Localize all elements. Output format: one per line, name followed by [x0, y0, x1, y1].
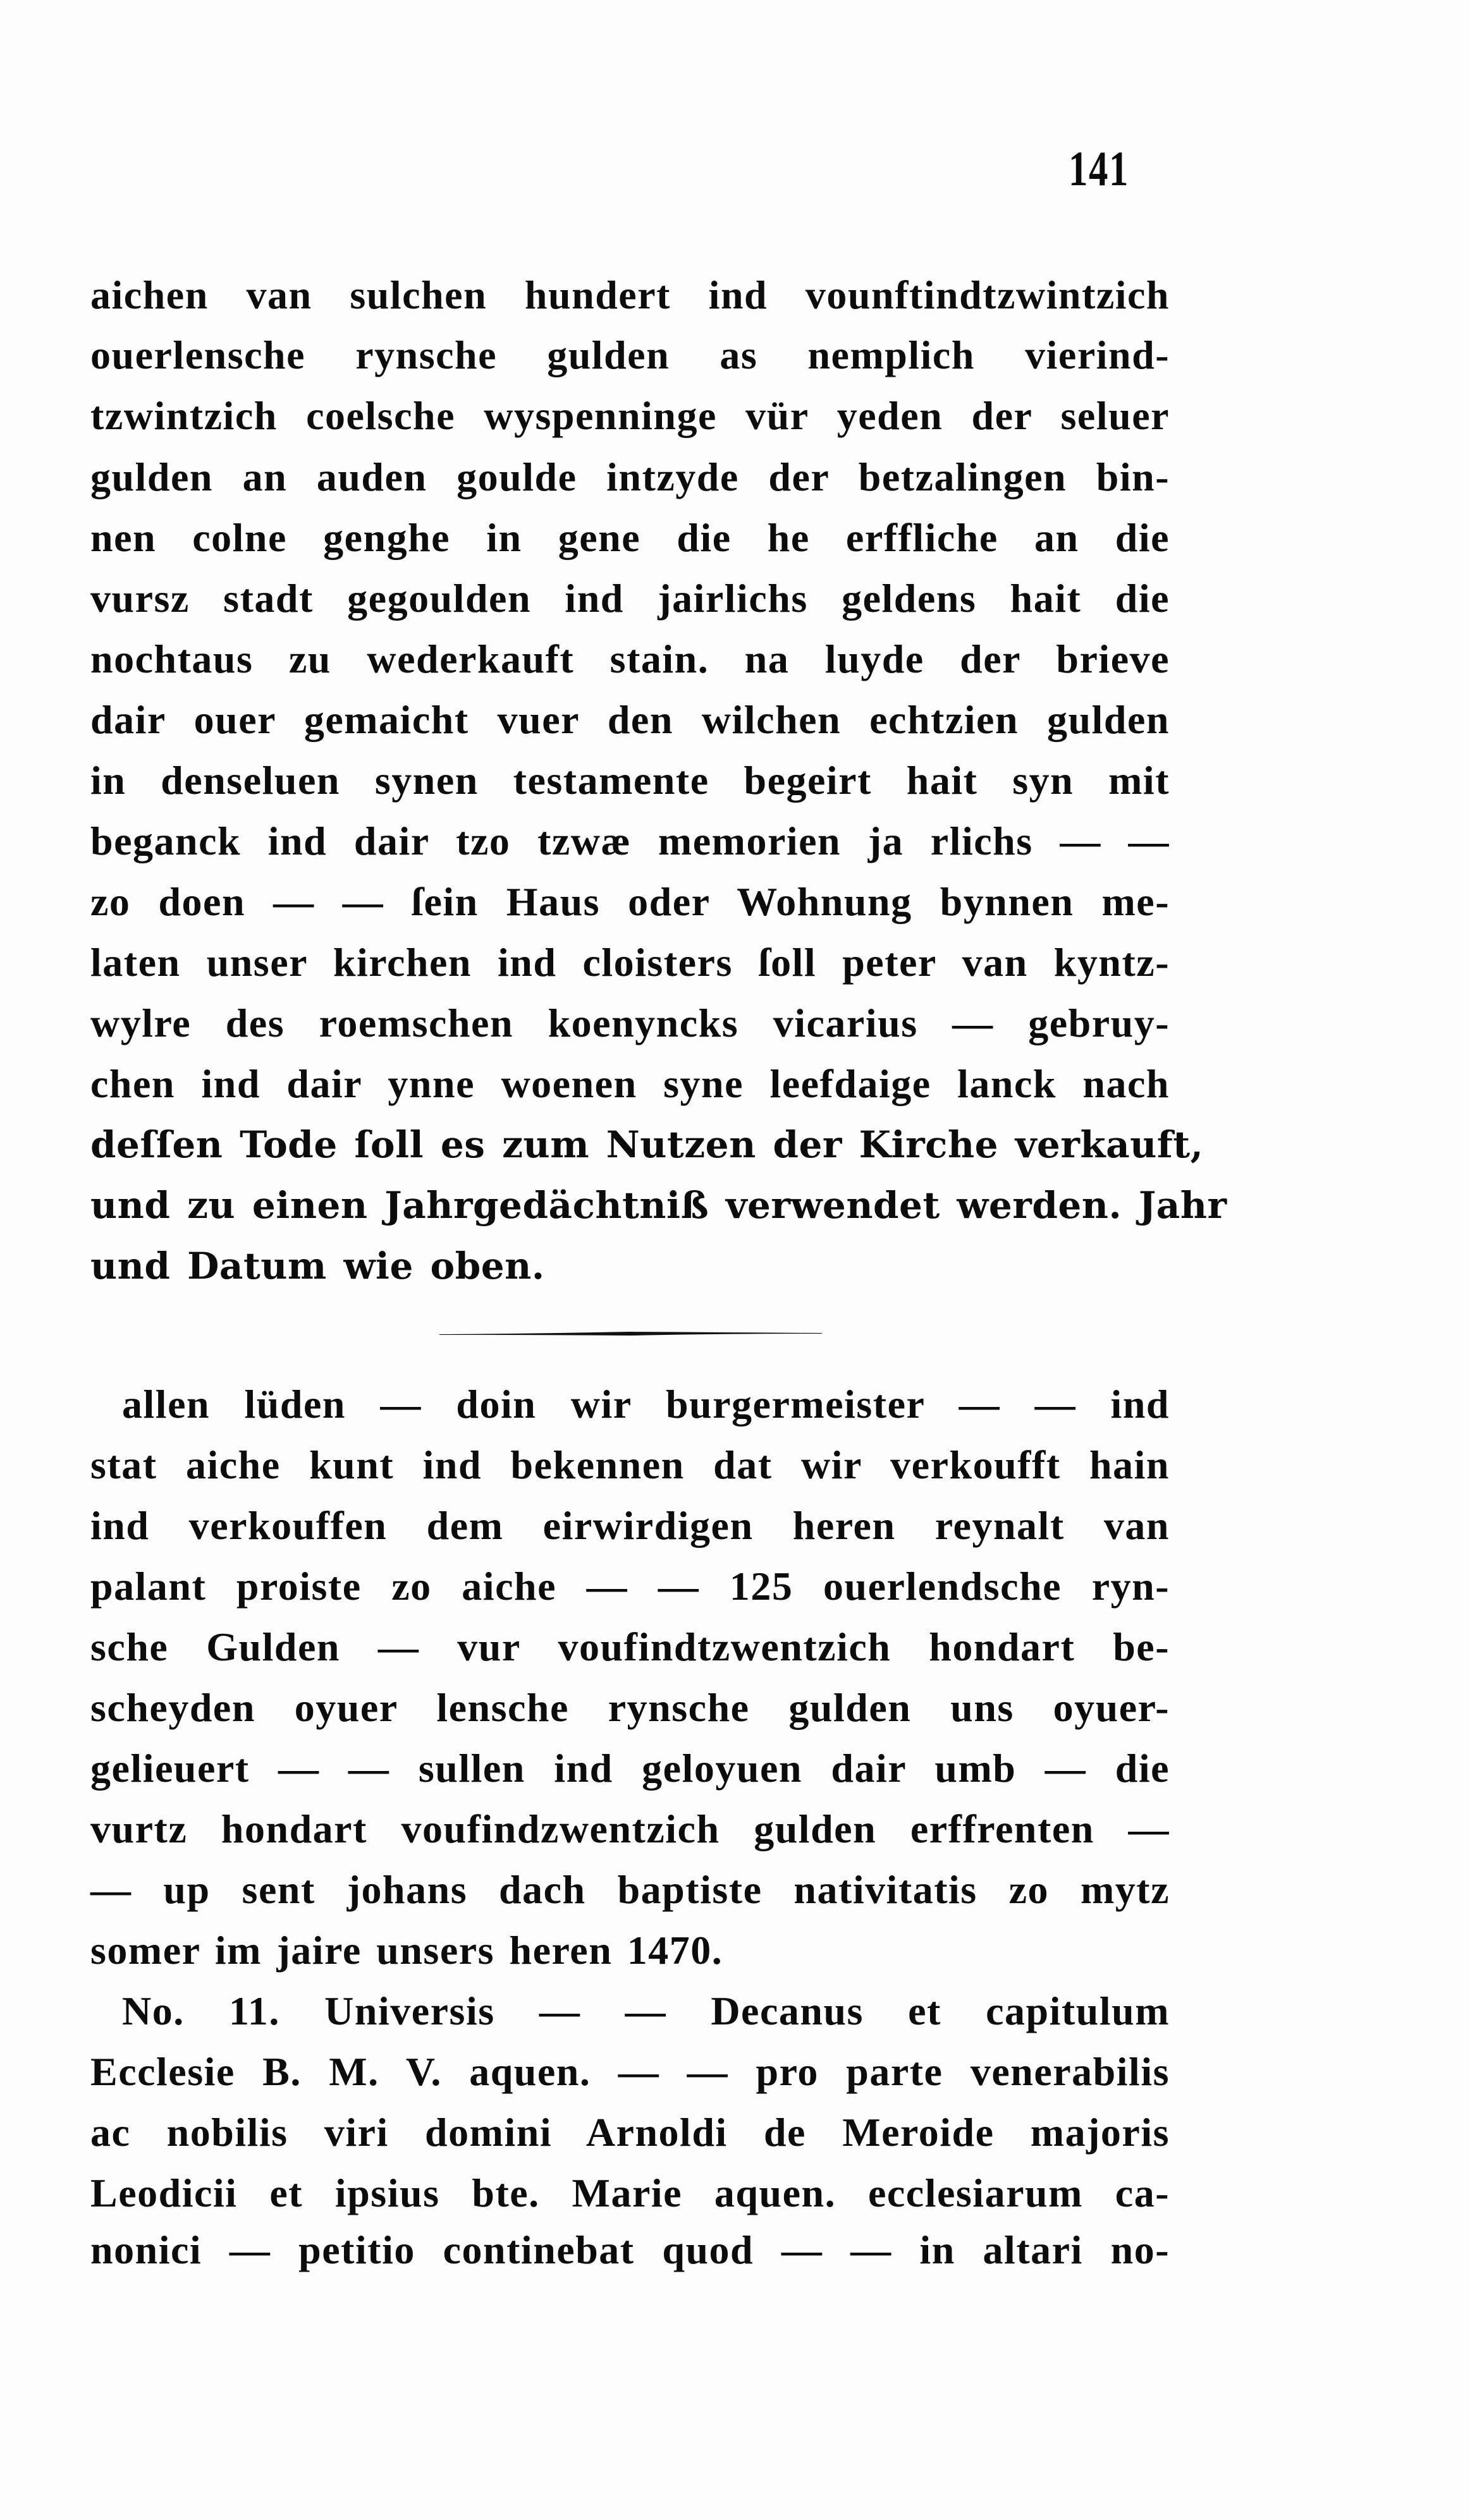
- text-line: wylre des roemschen koenyncks vicarius — gebruy-: [90, 1001, 1170, 1045]
- text-line: allen lüden — doin wir burgermeister — — ind: [122, 1382, 1170, 1427]
- text-line: nochtaus zu wederkauft stain. na luyde der brieve: [90, 636, 1170, 681]
- text-line: tzwintzich coelsche wyspenninge vür yeden der seluer: [90, 393, 1170, 438]
- text-line: No. 11. Universis — — Decanus et capitulum: [122, 1988, 1170, 2033]
- text-line: palant proiste zo aiche — — 125 ouerlendsche ryn-: [90, 1564, 1170, 1609]
- text-line: ouerlensche rynsche gulden as nemplich vierind-: [90, 332, 1170, 377]
- text-line: sche Gulden — vur voufindtzwentzich hondart be-: [90, 1624, 1170, 1669]
- text-line: nen colne genghe in gene die he erffliche an die: [90, 515, 1170, 560]
- text-line: nonici — petitio continebat quod — — in altari no-: [90, 2227, 1170, 2272]
- text-line: vurtz hondart voufindzwentzich gulden erffrenten —: [90, 1806, 1170, 1851]
- text-line: ac nobilis viri domini Arnoldi de Meroide majoris: [90, 2110, 1170, 2155]
- text-line: zo doen — — ſein Haus oder Wohnung bynnen me-: [90, 879, 1170, 924]
- text-line: vursz stadt gegoulden ind jairlichs geldens hait die: [90, 576, 1170, 621]
- text-line: stat aiche kunt ind bekennen dat wir verkoufft hain: [90, 1442, 1170, 1487]
- text-line: dair ouer gemaicht vuer den wilchen echtzien gulden: [90, 697, 1170, 742]
- text-line: gulden an auden goulde intzyde der betzalingen bin-: [90, 454, 1170, 499]
- page-number: 141: [1069, 141, 1129, 196]
- text-line: somer im jaire unsers heren 1470.: [90, 1928, 723, 1973]
- text-line: chen ind dair ynne woenen syne leefdaige lanck nach: [90, 1061, 1170, 1106]
- text-line: beganck ind dair tzo tzwæ memorien ja rlichs — —: [90, 819, 1170, 863]
- swell-rule-icon: [439, 1330, 822, 1336]
- text-line-fraktur: und Datum wie oben.: [90, 1245, 545, 1287]
- section-separator-rule: [439, 1330, 822, 1336]
- text-line: Ecclesie B. M. V. aquen. — — pro parte venerabilis: [90, 2049, 1170, 2094]
- text-line: in denseluen synen testamente begeirt hait syn mit: [90, 758, 1170, 803]
- text-line: ind verkouffen dem eirwirdigen heren reynalt van: [90, 1503, 1170, 1548]
- text-line: scheyden oyuer lensche rynsche gulden uns oyuer-: [90, 1685, 1170, 1730]
- text-line-fraktur: und zu einen Jahrgedächtniß verwendet werden. Jahr: [90, 1184, 1227, 1227]
- text-line: Leodicii et ipsius bte. Marie aquen. ecclesiarum ca-: [90, 2170, 1170, 2215]
- text-line: laten unser kirchen ind cloisters ſoll peter van kyntz-: [90, 940, 1170, 985]
- text-line-fraktur: deſſen Tode ſoll es zum Nutzen der Kirche verkauft,: [90, 1123, 1204, 1166]
- text-line: gelieuert — — sullen ind geloyuen dair umb — die: [90, 1746, 1170, 1791]
- text-line: — up sent johans dach baptiste nativitatis zo mytz: [90, 1867, 1170, 1912]
- text-line: aichen van sulchen hundert ind vounftindtzwintzich: [90, 272, 1170, 317]
